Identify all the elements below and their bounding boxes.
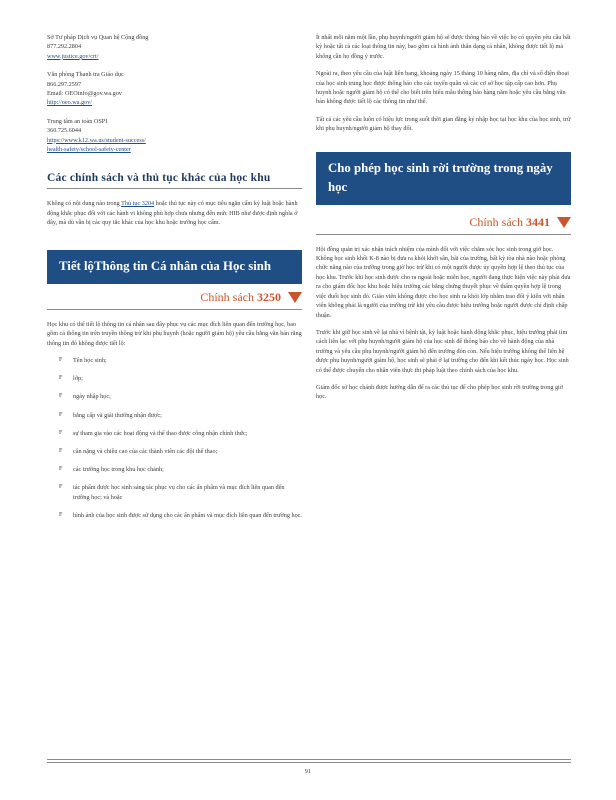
bullet-icon: F — [59, 393, 63, 400]
contact-phone: 866.297.2597 — [47, 80, 82, 88]
para-text-a: Không có nội dung nào trong — [47, 200, 120, 208]
contact-name: Sở Tư pháp Dịch vụ Quan hệ Cộng đồng — [47, 34, 149, 41]
policy-3441-label — [316, 215, 571, 230]
list-item: F hình ảnh của học sinh được sử dụng cho các ấn phẩm và mục đích liên quan đến trường học. — [59, 511, 302, 519]
policy-3250-intro: Học khu có thể tiết lộ thông tin cá nhân sau đây phục vụ các mục đích liên quan đến trường học, bao gồm cả thông tin trên truyền thông trừ khi phụ huynh (hoặc người giám hộ) yêu cầu bằng văn bản rằng thông tin đó không được tiết lộ: — [47, 320, 302, 347]
list-item: F tác phẩm được học sinh sáng tác phục vụ cho các ấn phẩm và mục đích liên quan đến trường học; và hoặc — [59, 484, 285, 501]
policy-3250-banner: Tiết lộThông tin Cá nhân của Học sinh — [47, 250, 302, 284]
contact-name: Văn phòng Thanh tra Giáo dục — [47, 71, 124, 79]
divider — [316, 234, 571, 235]
triangle-down-icon — [557, 217, 571, 228]
bullet-icon: F — [59, 411, 63, 418]
contact-phone: 877.292.2804 — [47, 43, 82, 51]
contact-name: Trung tâm an toàn OSPI — [47, 117, 108, 125]
policy-3441-paragraph-2: Trước khi giữ học sinh về lại nhà vì bệnh tật, kỷ luật hoặc hành động khắc phục, hiệu trưởng phải tìm cách liên lạc với phụ huynh/người giám hộ của học sinh để thông báo cho về hành động của nhà trường và yêu cầu phụ huynh/người giám hộ đến trường đón con. Nếu hiệu trưởng không thể liên hệ được phụ huynh/người giám hộ, học sinh sẽ phải ở lại trường cho đến khi kết thúc ngày học. Học sinh có thể được chuyển cho nhân viên thực thi pháp luật theo chính sách của học khu. — [316, 328, 569, 374]
policy-word: Chính sách — [200, 289, 254, 304]
contact-link[interactable]: http://oeo.wa.gov/ — [47, 99, 93, 107]
page-number: 91 — [304, 768, 312, 775]
para-text-b: hoặc thủ tục này có mục tiêu ngăn cấm kỷ luật hoặc hành động khắc phục đối với các hành vi không phù hợp chưa nhưng đến mức HIB như được định nghĩa ở đây, mà dù vẫn bị các quy tắc khác của học khu hoặc trường học cấm. — [47, 200, 298, 227]
list-item: F bằng cấp và giải thưởng nhận được; — [59, 411, 162, 419]
policy-number: 3250 — [257, 289, 281, 304]
bullet-icon: F — [59, 375, 63, 382]
procedure-3204-link[interactable]: Thủ tục 3204 — [121, 200, 155, 208]
list-item: F Tên học sinh; — [59, 356, 107, 364]
footer-divider — [47, 762, 571, 763]
bullet-icon: F — [59, 511, 63, 518]
notice-paragraph-1: Ít nhất mỗi năm một lần, phụ huynh/người giám hộ sẽ được thông báo về việc họ có quyền yêu cầu bất kỳ hoặc tất cả các loại thông tin này, bao gồm cả hình ảnh thân dạng cá nhân, không được tiết lộ mà không cần họ đồng ý trước. — [316, 34, 571, 60]
right-column — [316, 33, 571, 410]
policy-3441-paragraph-3: Giám đốc sở học chánh được hướng dẫn để ra các thủ tục để cho phép học sinh rời trường trong giờ học. — [316, 383, 564, 401]
left-column — [47, 33, 302, 529]
policy-3441-paragraph-1: Hội đồng quản trị xác nhận trách nhiệm của mình đối với việc chăm sóc học sinh trong giờ học. Không học sinh khối K-8 nào bị đưa ra khỏi khởi sân, bãi của trường, bất kỳ tòa nhà nào hoặc phòng chức năng nào của trường trong giờ học trừ khi có một người được ủy quyền hợp lệ theo thủ tục của học khu. Trước khi học sinh được cho ra ngoài hoặc miễn học, người đang thực hiện việc này phải đưa ra cho giám đốc học khu hoặc hiệu trưởng các bằng chứng thuyết phục về thẩm quyền hợp lệ trong việc đuổi học sinh đó. Giáo viên không được cho học sinh ra khỏi lớp nhằm trao đổi ý kiến với nhân viên không phải là người của trường trừ khi yêu cầu được hiệu trưởng hoặc người được chỉ định chấp thuận. — [316, 245, 571, 319]
bullet-icon: F — [59, 356, 63, 363]
contact-link[interactable]: www.justice.gov/crt/ — [47, 52, 99, 60]
bullet-icon: F — [59, 447, 63, 454]
notice-paragraph-2: Ngoài ra, theo yêu cầu của luật liên bang, khoảng ngày 15 tháng 10 hàng năm, địa chỉ và số điện thoại của học sinh trung học được thông báo cho các tuyển quân và các cơ sở học tập cấp cao hơn. Phụ huynh hoặc người giám hộ có thể cho biết trên biểu mẫu thông báo hàng năm hoặc yêu cầu bằng văn bản không được tiết lộ các thông tin như thế. — [316, 70, 569, 106]
contact-block-community-relations — [47, 33, 302, 61]
triangle-down-icon — [288, 292, 302, 303]
contact-email: Email: OEOinfo@gov.wa.gov — [47, 90, 122, 98]
list-item: F cân nặng và chiều cao của các thành viên các đội thể thao; — [59, 447, 218, 455]
footer-divider — [47, 759, 571, 760]
policy-3250-label — [47, 290, 302, 305]
policy-word: Chính sách — [469, 214, 523, 229]
contact-block-ombuds — [47, 70, 302, 108]
list-item: F các trường học trong khu học chánh; — [59, 466, 164, 474]
contact-link-cont[interactable]: health-safety/school-safety-center — [47, 146, 131, 154]
list-item: F sự tham gia vào các hoạt động và thể thao được công nhận chính thức; — [59, 429, 248, 437]
divider — [47, 309, 302, 310]
list-item: F lớp; — [59, 375, 83, 383]
directory-info-list — [47, 356, 302, 520]
policy-number: 3441 — [526, 214, 550, 229]
contact-phone: 360.725.6044 — [47, 127, 82, 135]
bullet-icon: F — [59, 429, 63, 436]
bullet-icon: F — [59, 466, 63, 473]
notice-paragraph-3: Tất cả các yêu cầu luôn có hiệu lực trong suốt thời gian đăng ký nhập học tại học khu của học sinh, trừ khi phụ huynh/người giám hộ thay đổi. — [316, 115, 571, 133]
policy-3441-banner: Cho phép học sinh rời trường trong ngày học — [316, 152, 571, 205]
bullet-icon: F — [59, 484, 63, 491]
contact-block-ospi-safety — [47, 117, 302, 155]
contact-link[interactable]: https://www.k12.wa.us/student-success/ — [47, 136, 146, 144]
other-policies-paragraph — [47, 199, 302, 227]
section-heading-other-policies: Các chính sách và thủ tục khác của học khu — [47, 172, 302, 189]
list-item: F ngày nhập học; — [59, 393, 111, 401]
